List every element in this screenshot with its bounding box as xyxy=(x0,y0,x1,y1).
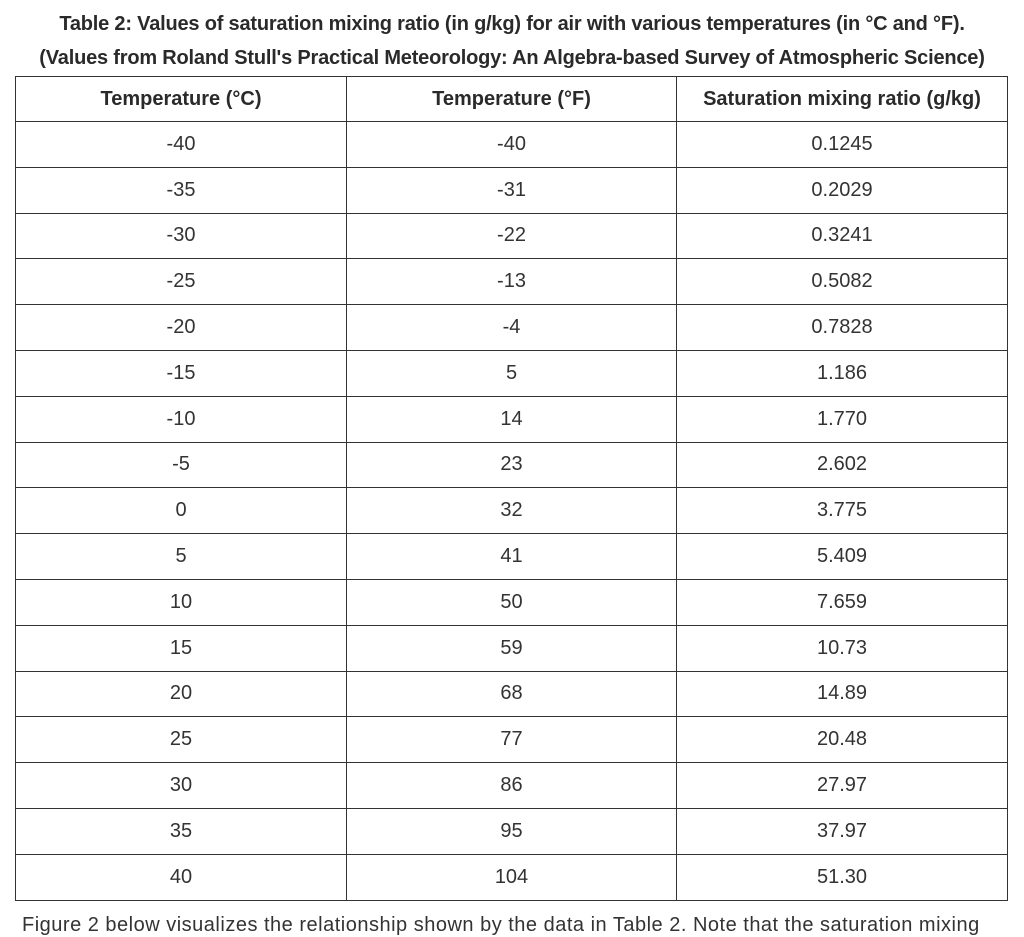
following-paragraph-text: Figure 2 below visualizes the relationship shown by the data in Table 2. Note that the saturation mixing xyxy=(22,914,980,936)
cell-temperature-f: -31 xyxy=(347,167,677,213)
table-caption-line-2: (Values from Roland Stull's Practical Meteorology: An Algebra-based Survey of Atmospheric Science) xyxy=(39,47,985,69)
table-row xyxy=(16,259,1008,305)
cell-saturation-mixing-ratio: 1.186 xyxy=(677,350,1008,396)
table-row xyxy=(16,305,1008,351)
cell-saturation-mixing-ratio: 7.659 xyxy=(677,579,1008,625)
table-row xyxy=(16,534,1008,580)
cell-temperature-c: 30 xyxy=(16,763,347,809)
cell-temperature-c: 20 xyxy=(16,671,347,717)
cell-temperature-f: -22 xyxy=(347,213,677,259)
cell-temperature-f: 5 xyxy=(347,350,677,396)
table-row xyxy=(16,671,1008,717)
cell-saturation-mixing-ratio: 0.7828 xyxy=(677,305,1008,351)
cell-temperature-f: 86 xyxy=(347,763,677,809)
table-row xyxy=(16,396,1008,442)
table-row xyxy=(16,442,1008,488)
cell-saturation-mixing-ratio: 20.48 xyxy=(677,717,1008,763)
cell-temperature-c: -35 xyxy=(16,167,347,213)
cell-temperature-c: 5 xyxy=(16,534,347,580)
cell-temperature-f: -4 xyxy=(347,305,677,351)
cell-saturation-mixing-ratio: 0.2029 xyxy=(677,167,1008,213)
cell-temperature-c: 10 xyxy=(16,579,347,625)
table-row xyxy=(16,854,1008,900)
cell-temperature-f: -40 xyxy=(347,122,677,168)
header-temperature-c: Temperature (°C) xyxy=(16,77,347,122)
cell-saturation-mixing-ratio: 1.770 xyxy=(677,396,1008,442)
table-caption-line-1: Table 2: Values of saturation mixing ratio (in g/kg) for air with various temperatures (in °C and °F). xyxy=(59,13,965,35)
cell-saturation-mixing-ratio: 2.602 xyxy=(677,442,1008,488)
cell-saturation-mixing-ratio: 3.775 xyxy=(677,488,1008,534)
header-saturation-mixing-ratio: Saturation mixing ratio (g/kg) xyxy=(677,77,1008,122)
cell-temperature-c: -15 xyxy=(16,350,347,396)
table-header-row xyxy=(16,77,1008,122)
cell-temperature-f: 59 xyxy=(347,625,677,671)
cell-saturation-mixing-ratio: 37.97 xyxy=(677,808,1008,854)
cell-saturation-mixing-ratio: 5.409 xyxy=(677,534,1008,580)
table-row xyxy=(16,350,1008,396)
header-temperature-f: Temperature (°F) xyxy=(347,77,677,122)
cell-temperature-c: -20 xyxy=(16,305,347,351)
table-row xyxy=(16,488,1008,534)
cell-temperature-f: 77 xyxy=(347,717,677,763)
cell-temperature-c: -5 xyxy=(16,442,347,488)
cell-temperature-c: 0 xyxy=(16,488,347,534)
cell-temperature-c: -25 xyxy=(16,259,347,305)
table-row xyxy=(16,808,1008,854)
cell-saturation-mixing-ratio: 14.89 xyxy=(677,671,1008,717)
cell-temperature-c: 40 xyxy=(16,854,347,900)
cell-temperature-f: 68 xyxy=(347,671,677,717)
cell-temperature-c: 35 xyxy=(16,808,347,854)
cell-saturation-mixing-ratio: 0.5082 xyxy=(677,259,1008,305)
cell-saturation-mixing-ratio: 10.73 xyxy=(677,625,1008,671)
table-row xyxy=(16,122,1008,168)
cell-temperature-f: 50 xyxy=(347,579,677,625)
cell-temperature-f: 32 xyxy=(347,488,677,534)
cell-temperature-f: 14 xyxy=(347,396,677,442)
cell-temperature-f: 23 xyxy=(347,442,677,488)
cell-temperature-f: 41 xyxy=(347,534,677,580)
cell-temperature-c: 15 xyxy=(16,625,347,671)
table-row xyxy=(16,763,1008,809)
table-body xyxy=(16,122,1008,901)
table-row xyxy=(16,579,1008,625)
cell-saturation-mixing-ratio: 0.3241 xyxy=(677,213,1008,259)
cell-temperature-f: -13 xyxy=(347,259,677,305)
cell-temperature-f: 104 xyxy=(347,854,677,900)
cell-saturation-mixing-ratio: 0.1245 xyxy=(677,122,1008,168)
table-row xyxy=(16,213,1008,259)
saturation-mixing-ratio-table xyxy=(15,76,1008,901)
cell-temperature-c: -10 xyxy=(16,396,347,442)
cell-temperature-c: -40 xyxy=(16,122,347,168)
cell-saturation-mixing-ratio: 27.97 xyxy=(677,763,1008,809)
table-row xyxy=(16,625,1008,671)
cell-saturation-mixing-ratio: 51.30 xyxy=(677,854,1008,900)
table-row xyxy=(16,167,1008,213)
table-row xyxy=(16,717,1008,763)
cell-temperature-c: 25 xyxy=(16,717,347,763)
cell-temperature-f: 95 xyxy=(347,808,677,854)
cell-temperature-c: -30 xyxy=(16,213,347,259)
